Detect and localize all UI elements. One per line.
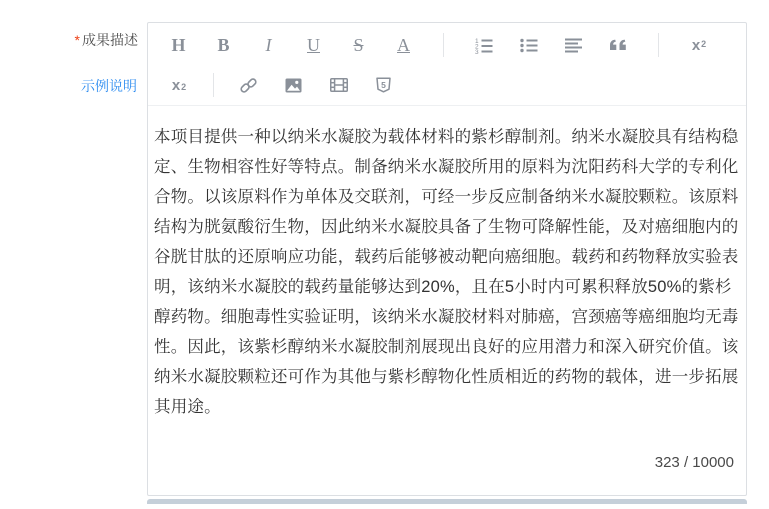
required-asterisk: * (74, 32, 80, 48)
field-label-text: 成果描述 (82, 32, 138, 48)
field-label (0, 30, 138, 50)
toolbar-row-2 (156, 65, 738, 105)
svg-text:1: 1 (474, 37, 479, 45)
svg-text:3: 3 (474, 48, 479, 54)
header-button[interactable] (156, 30, 201, 60)
svg-text:5: 5 (381, 80, 386, 90)
strikethrough-glyph: S (353, 35, 364, 55)
char-counter: 323 / 10000 (654, 454, 734, 471)
ordered-list-button[interactable] (461, 30, 506, 60)
header-glyph: H (171, 35, 186, 55)
subscript-button[interactable] (156, 70, 201, 100)
subscript-base-glyph: x (171, 76, 181, 94)
superscript-exp-glyph: 2 (701, 38, 707, 49)
image-icon (285, 78, 302, 93)
example-help-link[interactable]: 示例说明 (81, 78, 137, 94)
superscript-button[interactable] (676, 30, 721, 60)
bold-glyph: B (217, 35, 230, 55)
toolbar-row-1 (156, 25, 738, 65)
align-button[interactable] (551, 30, 596, 60)
superscript-base-glyph: x (691, 36, 701, 54)
unordered-list-icon (520, 38, 538, 53)
ordered-list-icon (475, 37, 493, 54)
image-button[interactable] (271, 70, 316, 100)
font-color-glyph: A (397, 35, 410, 55)
bold-button[interactable] (201, 30, 246, 60)
italic-button[interactable] (246, 30, 291, 60)
svg-text:2: 2 (474, 43, 479, 50)
rich-text-editor (147, 22, 747, 496)
link-icon (240, 77, 257, 94)
blockquote-button[interactable] (596, 30, 641, 60)
strikethrough-button[interactable] (336, 30, 381, 60)
underline-glyph: U (307, 35, 320, 55)
underline-button[interactable] (291, 30, 336, 60)
video-icon (330, 78, 348, 92)
video-button[interactable] (316, 70, 361, 100)
align-icon (565, 38, 582, 53)
font-color-button[interactable] (381, 30, 426, 60)
toolbar-divider (658, 33, 659, 57)
description-text: 本项目提供一种以纳米水凝胶为载体材料的紫杉醇制剂。纳米水凝胶具有结构稳定、生物相容性好等特点。制备纳米水凝胶所用的原料为沈阳药科大学的专利化合物。以该原料作为单体及交联剂，可经一步反应制备纳米水凝胶颗粒。该原料结构为胱氨酸衍生物，因此纳米水凝胶具备了生物可降解性能，及对癌细胞内的谷胱甘肽的还原响应功能，载药后能够被动靶向癌细胞。载药和药物释放实验表明，该纳米水凝胶的载药量能够达到20%，且在5小时内可累积释放50%的紫杉醇药物。细胞毒性实验证明，该纳米水凝胶材料对肺癌，宫颈癌等癌细胞均无毒性。因此，该紫杉醇纳米水凝胶制剂展现出良好的应用潜力和深入研究价值。该纳米水凝胶颗粒还可作为其他与紫杉醇物化性质相近的药物的载体，进一步拓展其用途。 (154, 128, 739, 416)
next-field-partial (147, 499, 747, 504)
toolbar-divider (213, 73, 214, 97)
editor-toolbar (148, 23, 746, 106)
subscript-sub-glyph: 2 (181, 81, 187, 92)
toolbar-divider (443, 33, 444, 57)
link-button[interactable] (226, 70, 271, 100)
editor-content-area[interactable] (148, 106, 746, 446)
blockquote-icon (610, 39, 627, 51)
code-block-icon (376, 77, 391, 93)
italic-glyph: I (265, 35, 272, 55)
unordered-list-button[interactable] (506, 30, 551, 60)
code-block-button[interactable] (361, 70, 406, 100)
